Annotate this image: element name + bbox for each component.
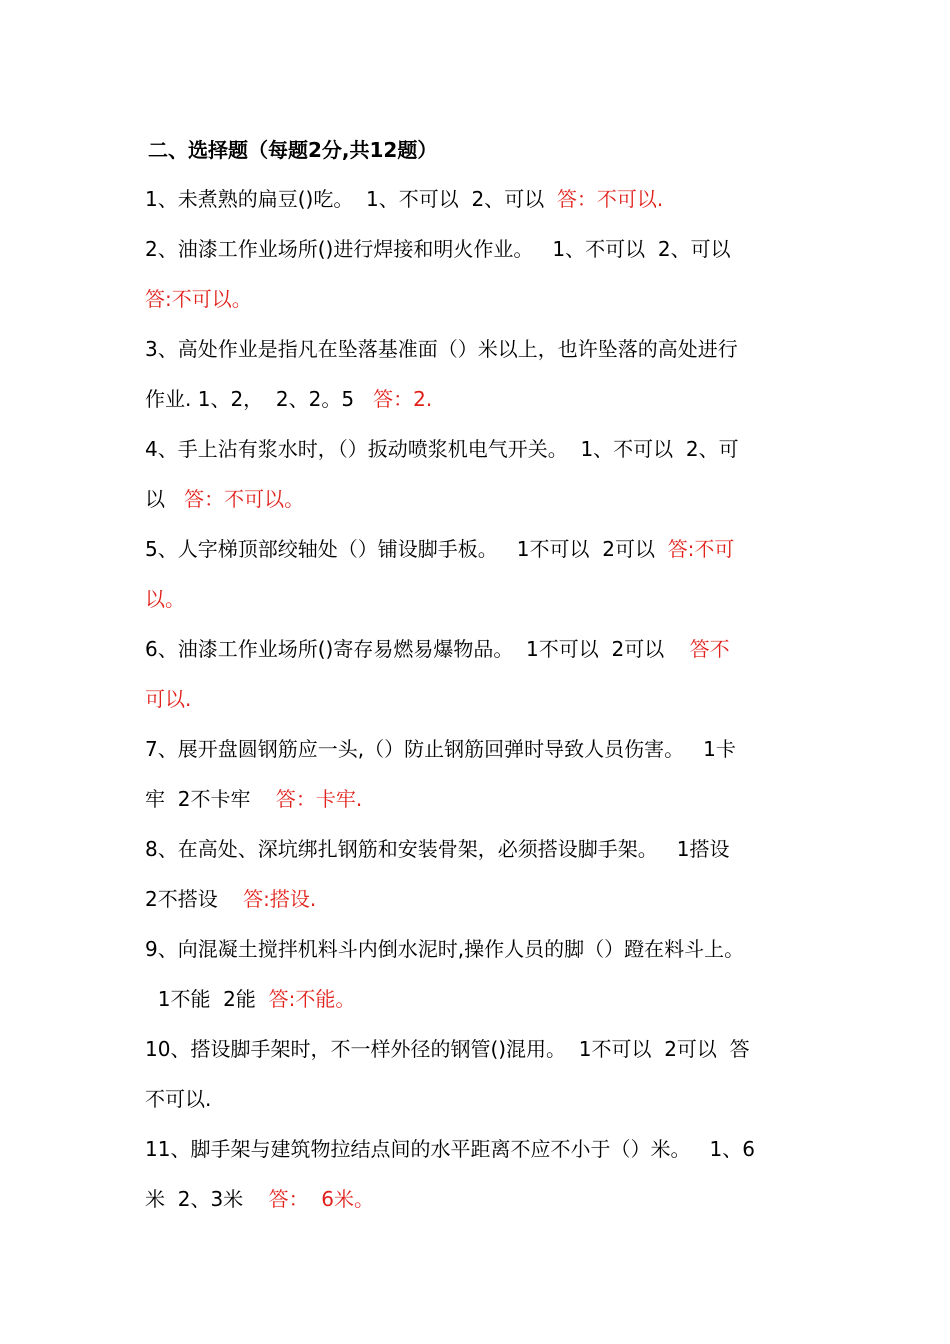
- question-text: 5、人字梯顶部绞轴处（）铺设脚手板。 1不可以 2可以: [145, 537, 668, 561]
- question-line-5-cont: [145, 583, 185, 615]
- question-line-7-cont: [145, 783, 362, 815]
- question-line-8: [145, 833, 730, 865]
- question-text: 2、油漆工作业场所()进行焊接和明火作业。 1、不可以 2、可以: [145, 237, 731, 261]
- question-line-9-cont: [145, 983, 355, 1015]
- answer-text: 答：不可以。: [184, 487, 305, 511]
- question-line-3: [145, 333, 738, 365]
- answer-text: 答： 6米。: [268, 1187, 375, 1211]
- question-line-9: [145, 933, 744, 965]
- question-text: 10、搭设脚手架时，不一样外径的钢管()混用。 1不可以 2可以 答: [145, 1037, 750, 1061]
- question-text: 牢 2不卡牢: [145, 787, 276, 811]
- question-text: 2不搭设: [145, 887, 244, 911]
- question-line-3-cont: [145, 383, 432, 415]
- section-heading: 二、选择题（每题2分,共12题）: [148, 138, 438, 162]
- question-text: 不可以.: [145, 1087, 212, 1111]
- question-line-10-cont: [145, 1083, 211, 1115]
- question-line-10: [145, 1033, 750, 1065]
- answer-text: 答:搭设.: [243, 887, 317, 911]
- answer-text: 以。: [145, 587, 185, 611]
- question-text: 11、脚手架与建筑物拉结点间的水平距离不应不小于（）米。 1、6: [145, 1137, 755, 1161]
- question-line-4-cont: [145, 483, 304, 515]
- question-text: 4、手上沾有浆水时，（）扳动喷浆机电气开关。 1、不可以 2、可: [145, 437, 739, 461]
- answer-text: 答：不可以.: [556, 187, 664, 211]
- answer-text: 答：卡牢.: [275, 787, 363, 811]
- question-line-8-cont: [145, 883, 316, 915]
- question-line-2-cont: [145, 283, 252, 315]
- question-text: 6、油漆工作业场所()寄存易燃易爆物品。 1不可以 2可以: [145, 637, 690, 661]
- answer-text: 答:不可以。: [145, 287, 252, 311]
- question-line-7: [145, 733, 736, 765]
- question-text: 1、未煮熟的扁豆()吃。 1、不可以 2、可以: [145, 187, 557, 211]
- question-line-11: [145, 1133, 755, 1165]
- question-text: 9、向混凝土搅拌机料斗内倒水泥时,操作人员的脚（）蹬在料斗上。: [145, 937, 745, 961]
- question-text: 米 2、3米: [145, 1187, 269, 1211]
- answer-text: 可以.: [145, 687, 192, 711]
- answer-text: 答:不可: [667, 537, 735, 561]
- question-line-6: [145, 633, 730, 665]
- question-text: 7、展开盘圆钢筋应一头,（）防止钢筋回弹时导致人员伤害。 1卡: [145, 737, 736, 761]
- answer-text: 答:不能。: [268, 987, 356, 1011]
- question-line-1: [145, 183, 663, 215]
- answer-text: 答：2.: [373, 387, 433, 411]
- answer-text: 答不: [689, 637, 730, 661]
- question-text: 以: [145, 487, 185, 511]
- question-line-5: [145, 533, 734, 565]
- question-text: 1不能 2能: [145, 987, 269, 1011]
- question-line-4: [145, 433, 739, 465]
- question-text: 作业. 1、2， 2、2。5: [145, 387, 374, 411]
- question-text: 8、在高处、深坑绑扎钢筋和安装骨架，必须搭设脚手架。 1搭设: [145, 837, 730, 861]
- question-line-6-cont: [145, 683, 191, 715]
- question-text: 3、高处作业是指凡在坠落基准面（）米以上，也许坠落的高处进行: [145, 337, 738, 361]
- question-line-2: [145, 233, 731, 265]
- question-line-11-cont: [145, 1183, 374, 1215]
